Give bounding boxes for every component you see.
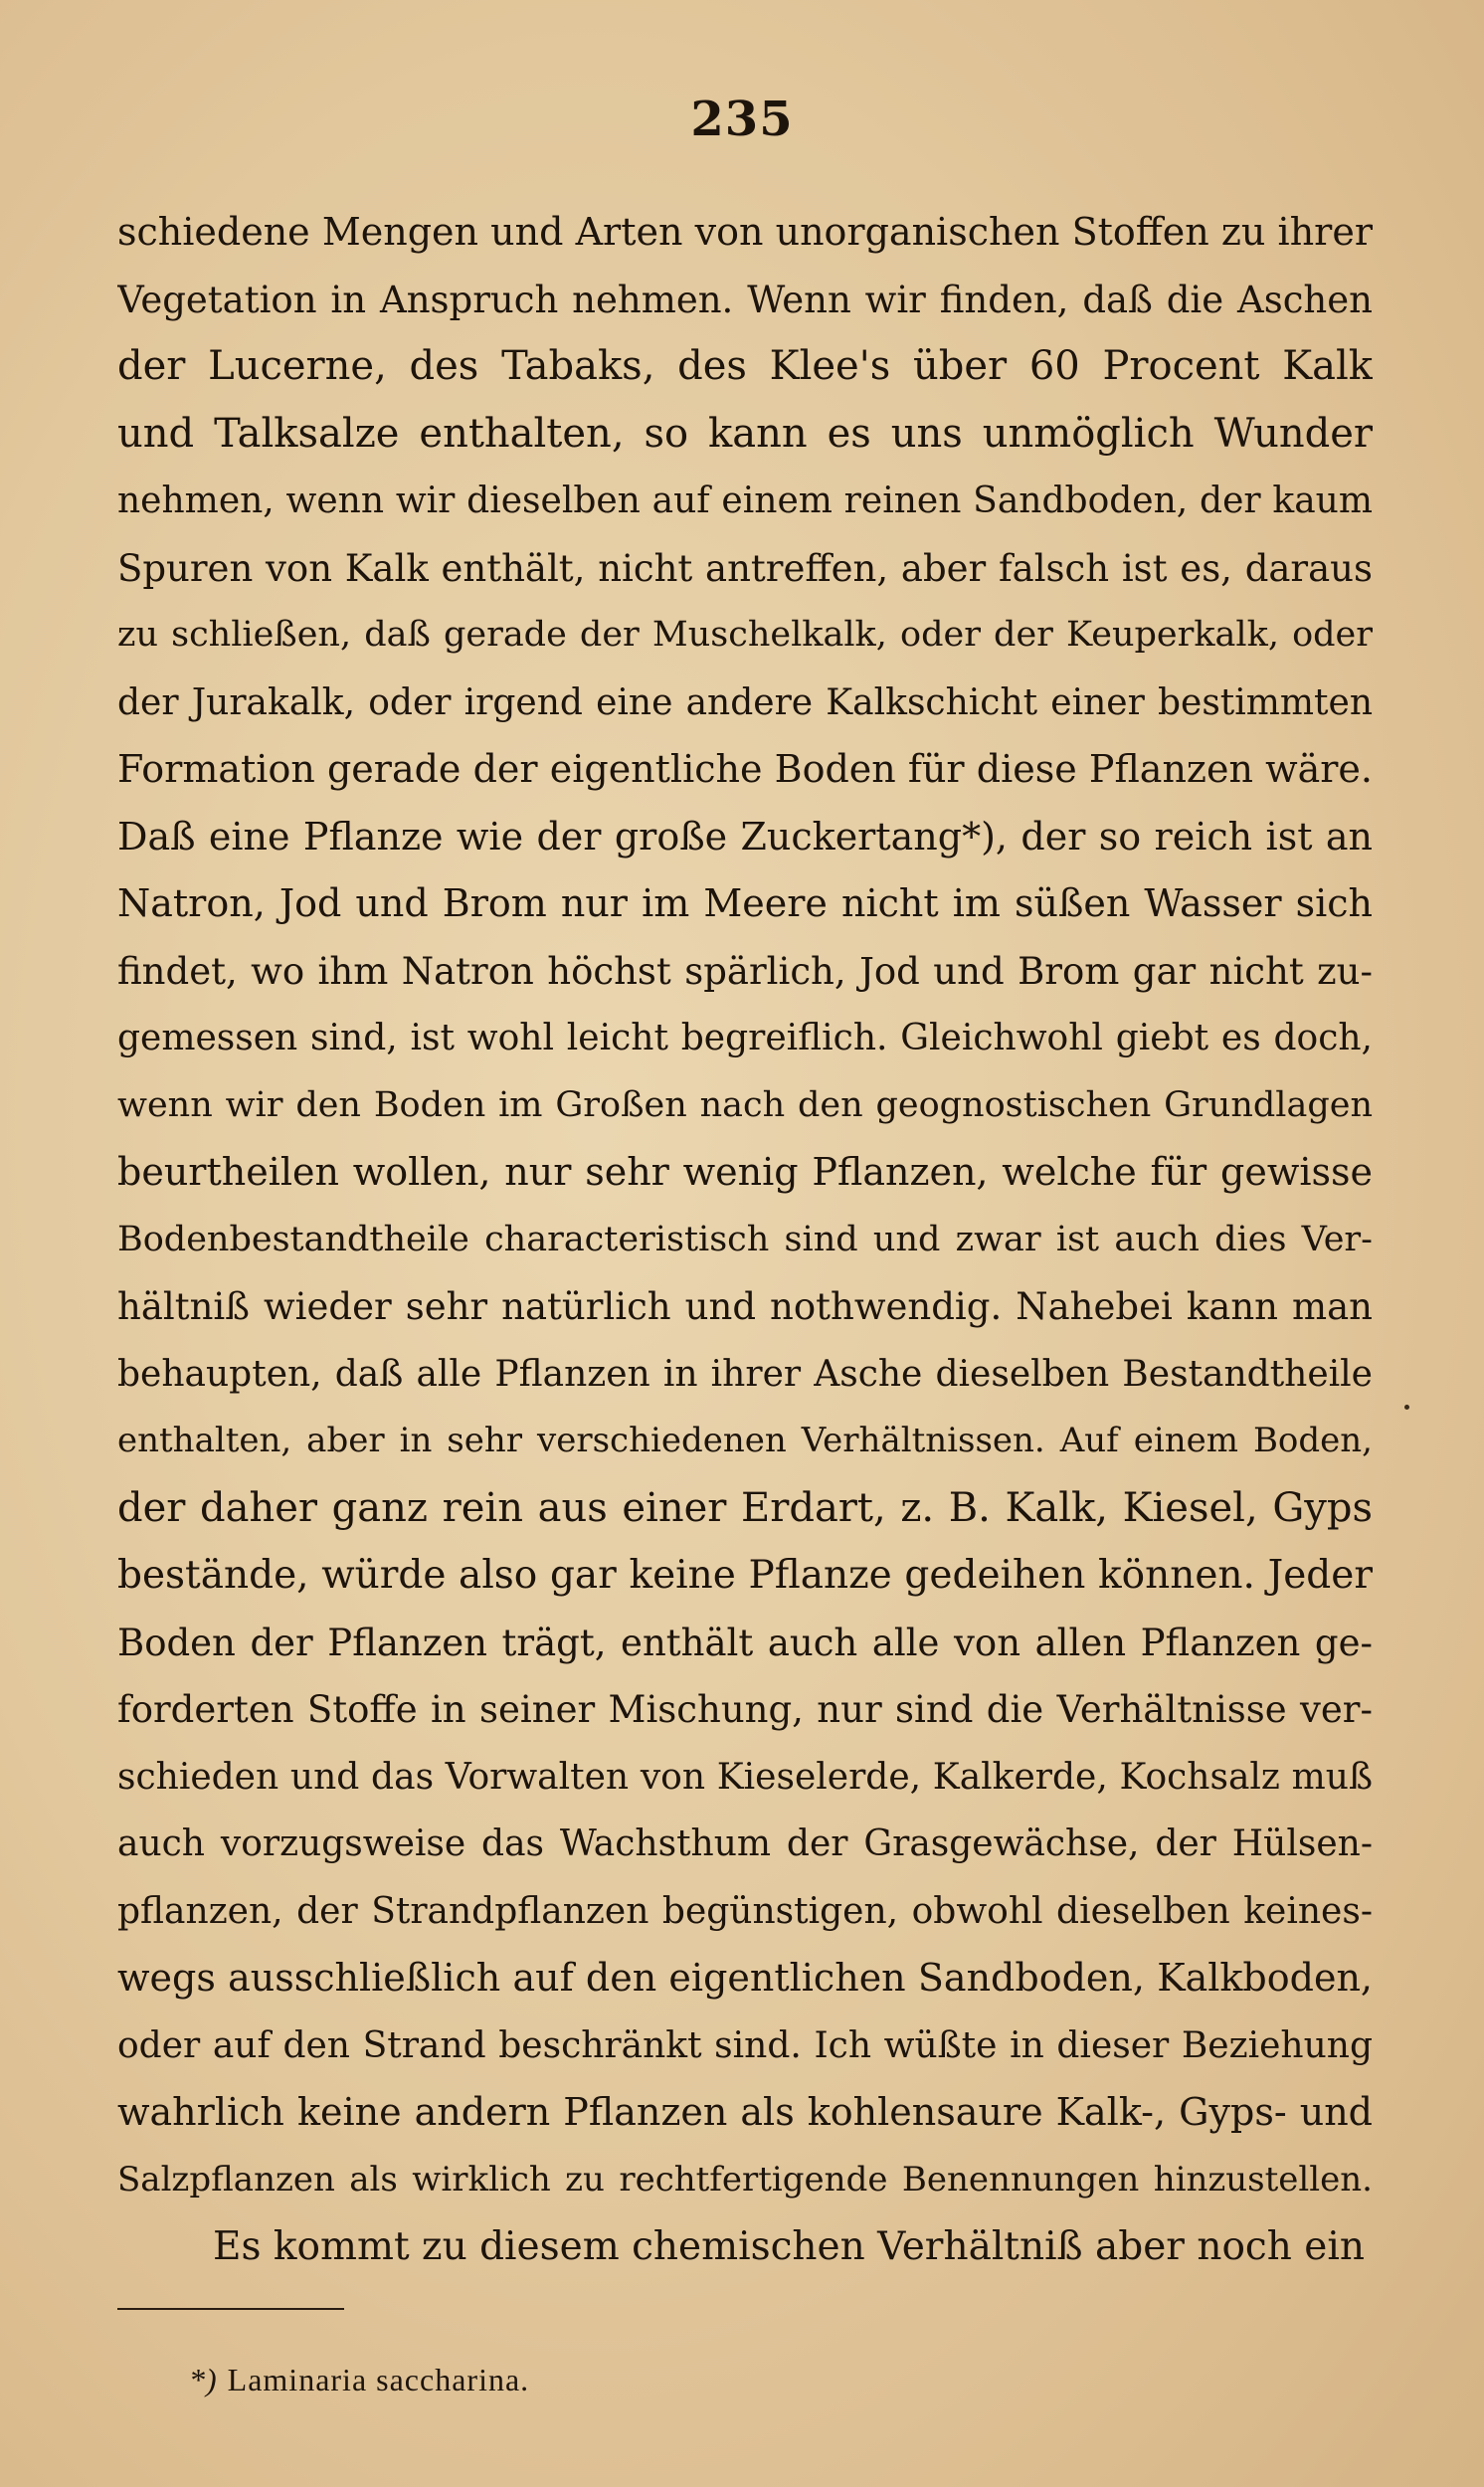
text-line: und Talksalze enthalten, so kann es uns unmöglich Wunder bbox=[117, 410, 1373, 457]
footnote-divider bbox=[117, 2308, 344, 2310]
text-line: der Lucerne, des Tabaks, des Klee's über 60 Procent Kalk bbox=[117, 343, 1373, 389]
text-line: der daher ganz rein aus einer Erdart, z. B. Kalk, Kiesel, Gyps bbox=[117, 1484, 1373, 1531]
text-line: forderten Stoffe in seiner Mischung, nur sind die Verhältnisse ver- bbox=[117, 1688, 1373, 1731]
text-line: enthalten, aber in sehr verschiedenen Verhältnissen. Auf einem Boden, bbox=[117, 1421, 1373, 1460]
text-line: beurtheilen wollen, nur sehr wenig Pflanzen, welche für gewisse bbox=[117, 1150, 1373, 1194]
text-line: hältniß wieder sehr natürlich und nothwendig. Nahebei kann man bbox=[117, 1285, 1373, 1328]
text-line-paragraph-start: Es kommt zu diesem chemischen Verhältniß aber noch ein bbox=[213, 2224, 1365, 2269]
text-line: gemessen sind, ist wohl leicht begreiflich. Gleichwohl giebt es doch, bbox=[117, 1018, 1373, 1058]
text-line: Salzpflanzen als wirklich zu rechtfertigende Benennungen hinzustellen. bbox=[117, 2159, 1373, 2200]
text-line: zu schließen, daß gerade der Muschelkalk, oder der Keuperkalk, oder bbox=[117, 615, 1373, 655]
text-line: bestände, würde also gar keine Pflanze gedeihen können. Jeder bbox=[117, 1553, 1373, 1598]
footnote bbox=[189, 2362, 529, 2398]
text-line: nehmen, wenn wir dieselben auf einem reinen Sandboden, der kaum bbox=[117, 480, 1373, 521]
text-line: Formation gerade der eigentliche Boden für diese Pflanzen wäre. bbox=[117, 747, 1373, 791]
text-line: Vegetation in Anspruch nehmen. Wenn wir finden, daß die Aschen bbox=[117, 278, 1373, 321]
text-line: Natron, Jod und Brom nur im Meere nicht im süßen Wasser sich bbox=[117, 881, 1373, 925]
text-line: behaupten, daß alle Pflanzen in ihrer Asche dieselben Bestandtheile bbox=[117, 1353, 1373, 1395]
text-line: der Jurakalk, oder irgend eine andere Kalkschicht einer bestimmten bbox=[117, 681, 1373, 723]
text-line: wahrlich keine andern Pflanzen als kohlensaure Kalk-, Gyps- und bbox=[117, 2090, 1373, 2134]
text-line: Daß eine Pflanze wie der große Zuckertang*), der so reich ist an bbox=[117, 814, 1373, 859]
text-line: Bodenbestandtheile characteristisch sind und zwar ist auch dies Ver- bbox=[117, 1219, 1373, 1259]
text-line: schieden und das Vorwalten von Kieselerde, Kalkerde, Kochsalz muß bbox=[117, 1756, 1373, 1798]
page-number: 235 bbox=[690, 92, 794, 147]
text-line: oder auf den Strand beschränkt sind. Ich wüßte in dieser Beziehung bbox=[117, 2024, 1373, 2066]
text-line: auch vorzugsweise das Wachsthum der Grasgewächse, der Hülsen- bbox=[117, 1823, 1373, 1864]
footnote-text: Laminaria saccharina. bbox=[227, 2362, 530, 2397]
body-text bbox=[117, 199, 1373, 2281]
paper-speck bbox=[1404, 1405, 1409, 1410]
text-line: Spuren von Kalk enthält, nicht antreffen, aber falsch ist es, daraus bbox=[117, 546, 1373, 590]
text-line: wegs ausschließlich auf den eigentlichen Sandboden, Kalkboden, bbox=[117, 1956, 1373, 2000]
footnote-marker: *) bbox=[189, 2362, 218, 2397]
text-line: pflanzen, der Strandpflanzen begünstigen, obwohl dieselben keines- bbox=[117, 1890, 1373, 1932]
text-line: Boden der Pflanzen trägt, enthält auch alle von allen Pflanzen ge- bbox=[117, 1621, 1373, 1664]
text-line: schiedene Mengen und Arten von unorganischen Stoffen zu ihrer bbox=[117, 210, 1373, 254]
text-line: findet, wo ihm Natron höchst spärlich, Jod und Brom gar nicht zu- bbox=[117, 949, 1373, 993]
text-line: wenn wir den Boden im Großen nach den geognostischen Grundlagen bbox=[117, 1084, 1373, 1125]
